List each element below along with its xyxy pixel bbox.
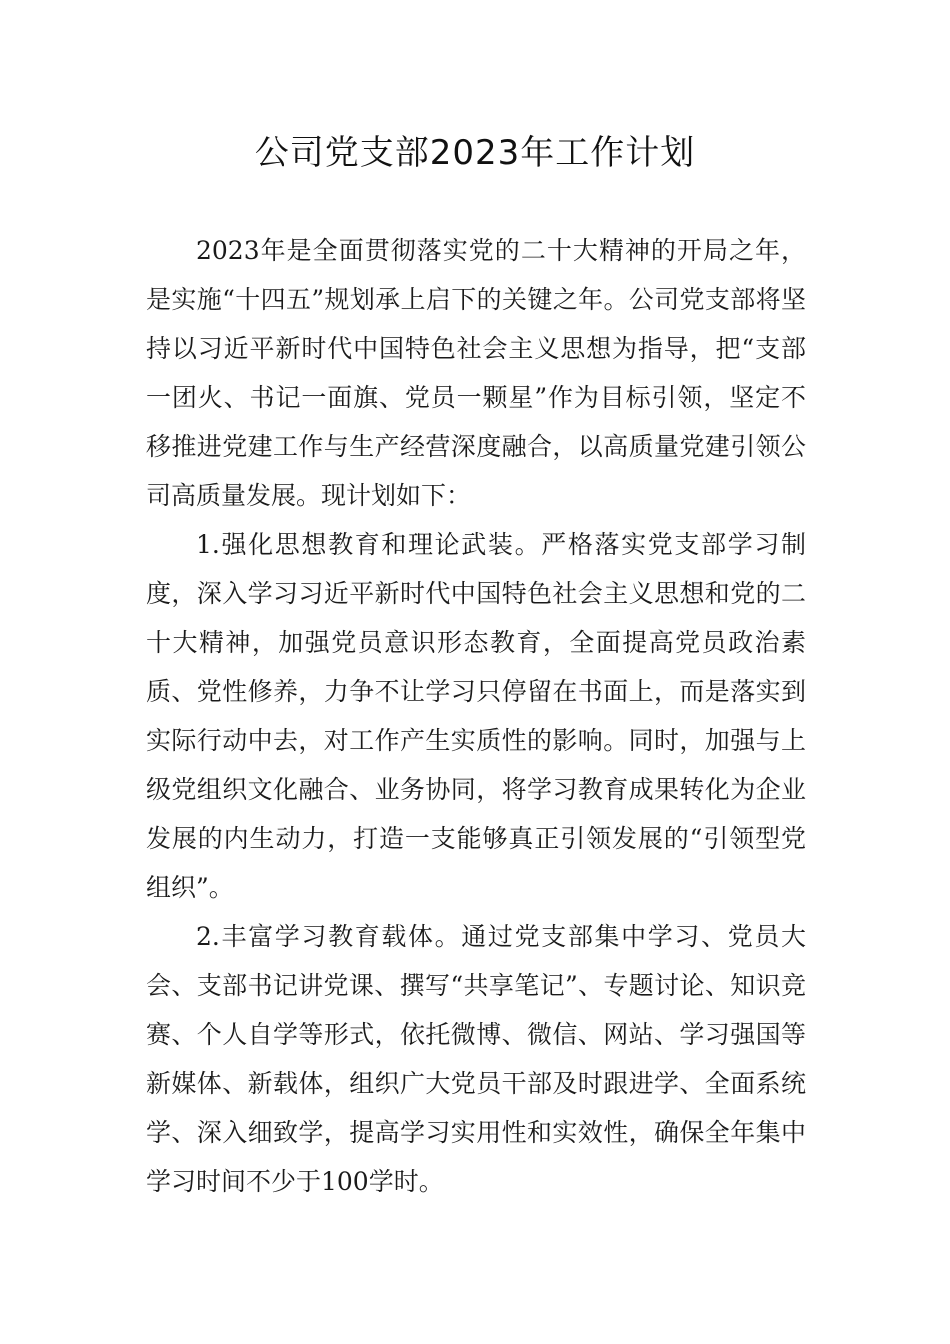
- document-title: 公司党支部2023年工作计划: [254, 133, 696, 173]
- paragraph-item-2: 2.丰富学习教育载体。通过党支部集中学习、党员大会、支部书记讲党课、撰写“共享笔记”、专题讨论、知识竞赛、个人自学等形式，依托微博、微信、网站、学习强国等新媒体、新载体，组织广大党员干部及时跟进学、全面系统学、深入细致学，提高学习实用性和实效性，确保全年集中学习时间不少于100学时。: [146, 922, 806, 1196]
- paragraph-intro: 2023年是全面贯彻落实党的二十大精神的开局之年，是实施“十四五”规划承上启下的关键之年。公司党支部将坚持以习近平新时代中国特色社会主义思想为指导，把“支部一团火、书记一面旗、党员一颗星”作为目标引领，坚定不移推进党建工作与生产经营深度融合，以高质量党建引领公司高质量发展。现计划如下：: [146, 236, 806, 510]
- paragraph-item-1: 1.强化思想教育和理论武装。严格落实党支部学习制度，深入学习习近平新时代中国特色社会主义思想和党的二十大精神，加强党员意识形态教育，全面提高党员政治素质、党性修养，力争不让学习只停留在书面上，而是落实到实际行动中去，对工作产生实质性的影响。同时，加强与上级党组织文化融合、业务协同，将学习教育成果转化为企业发展的内生动力，打造一支能够真正引领发展的“引领型党组织”。: [146, 530, 806, 902]
- document-body: [146, 226, 806, 1206]
